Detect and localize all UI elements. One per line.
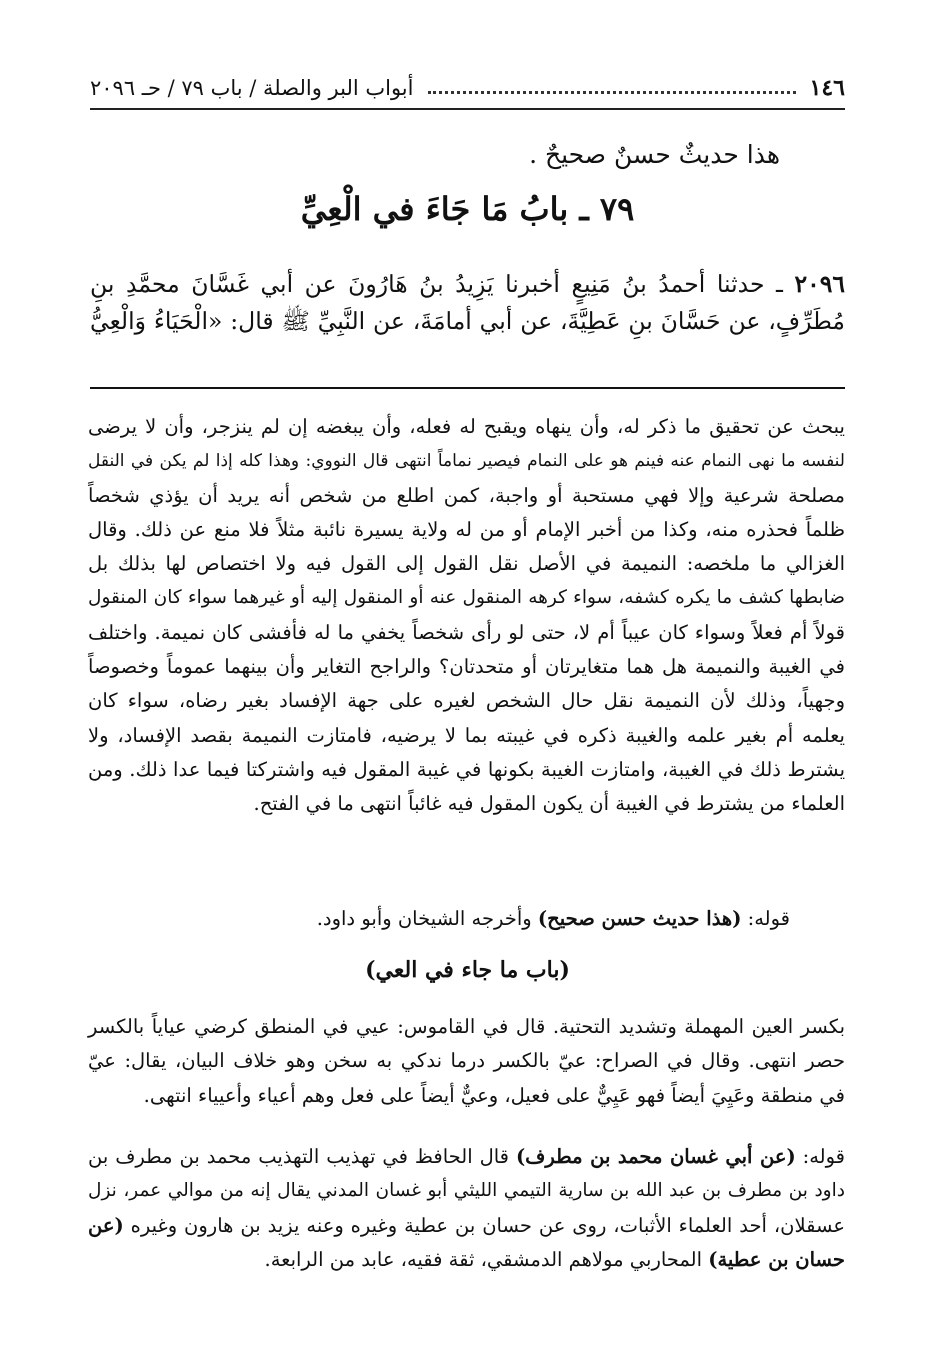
commentary-line: قولاً أم فعلاً وسواء كان عيباً أم لا، حتى لو رأى شخصاً يخفي ما له فأفشى كان نميمة. واختلف xyxy=(88,620,845,644)
qawluhu-1-quote: (هذا حديث حسن صحيح) xyxy=(537,907,742,930)
commentary-line: العلماء من يشترط في الغيبة أن يكون المقول فيه غائباً انتهى ما في الفتح. xyxy=(253,792,845,816)
commentary-line: في منطقة وعَيِيَ أيضاً فهو عَيِيٌّ على فعيل، وعيٌّ أيضاً على فعل وهم أعياء وأعيياء انتهى. xyxy=(143,1083,845,1107)
commentary-line: وجهياً، وذلك لأن النميمة نقل حال الشخص لغيره على جهة الإفساد بغير رضاه، سواء كان xyxy=(88,689,845,713)
commentary-line: يبحث عن تحقيق ما ذكر له، وأن ينهاه ويقبح له فعله، وأن يبغضه إن لم ينزجر، وأن لا يرضى xyxy=(88,415,845,438)
qawluhu-2-line-4-bold: حسان بن عطية) xyxy=(708,1247,845,1271)
qawluhu-1-line xyxy=(88,902,790,936)
commentary-line: الغزالي ما ملخصه: النميمة في الأصل نقل القول إلى القول فيه ولا اختصاص لها بذلك بل xyxy=(88,552,845,576)
qawluhu-2-quote: (عن أبي غسان محمد بن مطرف) xyxy=(515,1145,796,1168)
qawluhu-2-line-3-text: عسقلان، أحد العلماء الأثبات، روى عن حسان بن عطية وغيره وعنه يزيد بن هارون وغيره xyxy=(123,1213,845,1237)
running-title: أبواب البر والصلة / باب ٧٩ / حـ ٢٠٩٦ xyxy=(90,76,414,100)
commentary-line: مصلحة شرعية وإلا فهي مستحبة أو واجبة، كمن اطلع من شخص أنه يريد أن يؤذي شخصاً xyxy=(88,483,845,507)
commentary-line: حصر انتهى. وقال في الصراح: عيّ بالكسر درما ندكي به سخن وهو خلاف البيان، يقال: عيّ xyxy=(88,1049,845,1073)
hadith-line-2: مُطَرِّفٍ، عن حَسَّانَ بنِ عَطِيَّةَ، عن أبي أمامَةَ، عن النَّبِيِّ ﷺ قال: «الْحَيَاءُ وَالْعِيُّ xyxy=(90,307,845,335)
hadith-line-1-text: ـ حدثنا أحمدُ بنُ مَنِيعٍ أخبرنا يَزِيدُ بنُ هَارُونَ عن أبي غَسَّانَ محمَّدِ بنِ xyxy=(90,270,783,298)
commentary-line: ظلماً فحذره منه، وكذا من أخبر الإمام أو من له ولاية يسيرة نائبة مثلاً فلا منع عن ذلك. وقال xyxy=(88,517,845,541)
qawluhu-1-rest: وأخرجه الشيخان وأبو داود. xyxy=(316,907,538,930)
commentary-line: في الغيبة والنميمة هل هما متغايرتان أو متحدتان؟ والراجح التغاير وأن بينهما عموماً وخصوصاً xyxy=(88,655,845,679)
commentary-line: يشترط ذلك في الغيبة، وامتازت الغيبة بكونها في غيبة المقول فيه واشتركتا فيما عدا ذلك. ومن xyxy=(88,757,845,781)
qawluhu-2-line-4 xyxy=(88,1243,845,1277)
commentary-line: لنفسه ما نهى النمام عنه فينم هو على النمام فيصير نماماً انتهى قال النووي: وهذا كله إذا لم يكن في النقل xyxy=(88,451,845,472)
footnote-divider xyxy=(90,387,845,389)
page-number: ١٤٦ xyxy=(809,75,845,101)
commentary-subheading: (باب ما جاء في العي) xyxy=(365,957,570,983)
qawluhu-1 xyxy=(88,902,845,936)
qawluhu-1-prefix: قوله: xyxy=(741,907,790,930)
commentary-block-2 xyxy=(88,1010,845,1113)
qawluhu-2-line-2: داود بن مطرف بن عبد الله بن سارية التيمي الليثي أبو غسان المدني يقال إنه من موالي عمر، نزل xyxy=(88,1180,845,1202)
qawluhu-2-line-4-rest: المحاربي مولاهم الدمشقي، ثقة فقيه، عابد من الرابعة. xyxy=(264,1247,709,1271)
qawluhu-2-line-1-rest: قال الحافظ في تهذيب التهذيب محمد بن مطرف بن xyxy=(88,1145,516,1168)
commentary-line: يعلمه أم بغير علمه والغيبة ذكره في غيبته بما لا يرضيه، فامتازت النميمة بقصد الإفساد، ولا xyxy=(88,723,845,747)
qawluhu-2-prefix: قوله: xyxy=(795,1145,846,1168)
hadith-number: ٢٠٩٦ xyxy=(794,270,845,298)
chapter-title: ٧٩ ـ بابُ مَا جَاءَ في الْعِيِّ xyxy=(300,190,635,228)
hadith-line-1 xyxy=(90,266,845,303)
qawluhu-2-line-1 xyxy=(88,1140,845,1174)
commentary-line: ضابطها كشف ما يكره كشفه، سواء كرهه المنقول عنه أو المنقول إليه أو غيرهما سواء كان المنقول xyxy=(88,587,845,609)
qawluhu-2-line-3 xyxy=(88,1209,845,1243)
hadith-verdict: هذا حديثٌ حسنٌ صحيحٌ . xyxy=(529,140,780,169)
commentary-line: بكسر العين المهملة وتشديد التحتية. قال في القاموس: عيي في المنطق كرضي عياياً بالكسر xyxy=(88,1015,845,1038)
hadith-text xyxy=(90,266,845,340)
qawluhu-2 xyxy=(88,1140,845,1277)
commentary-block-1 xyxy=(88,410,845,822)
qawluhu-2-line-3-bold: (عن xyxy=(88,1213,124,1237)
header-dotted-leader xyxy=(428,91,796,94)
running-header xyxy=(90,68,845,110)
